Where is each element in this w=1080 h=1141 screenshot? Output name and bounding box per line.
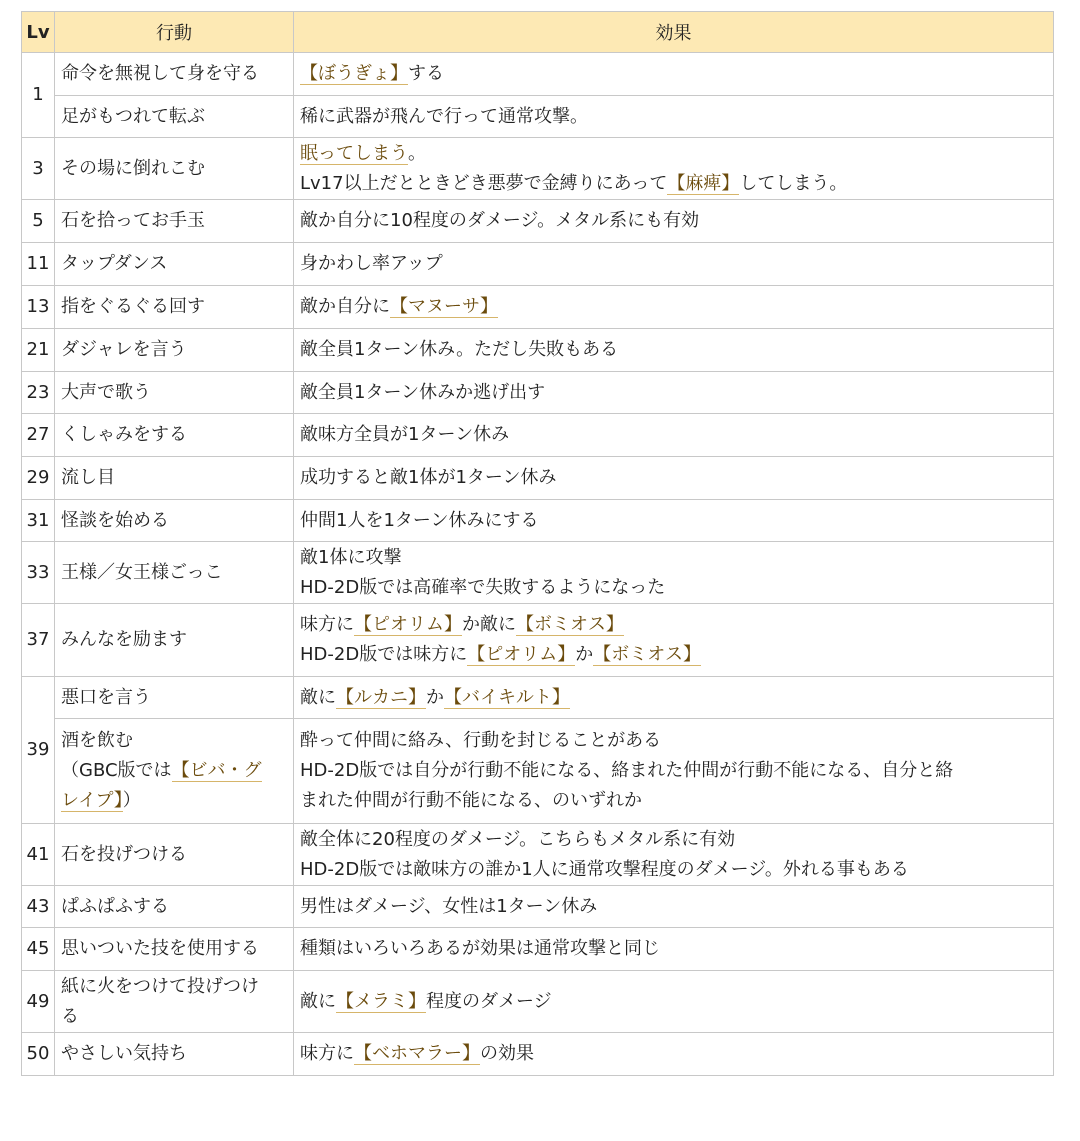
table-row	[22, 243, 1054, 286]
text-segment: 男性はダメージ、女性は1ターン休み	[300, 895, 598, 917]
effect-cell	[294, 604, 1054, 677]
cell-line	[300, 543, 1047, 573]
level-cell: 13	[22, 286, 55, 329]
table-row	[22, 457, 1054, 500]
text-segment: HD-2D版では自分が行動不能になる、絡まれた仲間が行動不能になる、自分と絡	[300, 760, 954, 781]
effect-cell	[294, 200, 1054, 243]
cell-line	[300, 206, 1047, 236]
cell-line	[300, 640, 1047, 670]
level-cell: 43	[22, 886, 55, 928]
level-cell: 41	[22, 824, 55, 886]
table-row	[22, 372, 1054, 414]
term-link[interactable]: 【ビバ・グ	[171, 760, 262, 781]
cell-line	[300, 892, 1047, 922]
term-link[interactable]: 【ピオリム】	[467, 644, 576, 665]
action-cell: ダジャレを言う	[55, 329, 294, 372]
level-cell: 27	[22, 414, 55, 457]
cell-line	[300, 139, 1047, 169]
cell-line	[300, 825, 1047, 855]
table-row	[22, 53, 1054, 96]
text-segment: 敵全体に20程度のダメージ。こちらもメタル系に有効	[300, 828, 736, 850]
cell-line	[61, 756, 287, 786]
table-row	[22, 928, 1054, 971]
text-segment: か	[575, 644, 594, 665]
cell-line	[300, 59, 1047, 89]
action-cell	[55, 719, 294, 824]
table-row	[22, 329, 1054, 372]
table-row	[22, 500, 1054, 542]
effect-cell	[294, 500, 1054, 542]
effect-cell	[294, 886, 1054, 928]
effect-cell	[294, 542, 1054, 604]
level-cell: 11	[22, 243, 55, 286]
term-link[interactable]: 【メラミ】	[336, 990, 426, 1012]
table-row	[22, 414, 1054, 457]
term-link[interactable]: 【マヌーサ】	[390, 296, 498, 317]
text-segment: 程度のダメージ	[426, 990, 552, 1012]
effect-cell	[294, 677, 1054, 719]
text-segment: 味方に	[300, 1043, 354, 1064]
effect-cell	[294, 971, 1054, 1033]
action-cell: 石を投げつける	[55, 824, 294, 886]
level-cell: 33	[22, 542, 55, 604]
effect-cell	[294, 372, 1054, 414]
table-row	[22, 719, 1054, 824]
cell-line	[61, 1002, 287, 1032]
effect-cell	[294, 928, 1054, 971]
term-link[interactable]: 【麻痺】	[667, 172, 740, 194]
action-cell: 流し目	[55, 457, 294, 500]
level-cell: 37	[22, 604, 55, 677]
effect-cell	[294, 414, 1054, 457]
header-effect: 効果	[294, 12, 1054, 53]
cell-line	[61, 972, 287, 1002]
level-cell: 49	[22, 971, 55, 1033]
table-row	[22, 200, 1054, 243]
text-segment: 敵全員1ターン休み。ただし失敗もある	[300, 339, 619, 360]
effect-cell	[294, 1033, 1054, 1076]
text-segment: 稀に武器が飛んで行って通常攻撃。	[300, 105, 588, 127]
effect-cell	[294, 96, 1054, 138]
text-segment: 敵全員1ターン休みか逃げ出す	[300, 381, 546, 403]
action-cell: その場に倒れこむ	[55, 138, 294, 200]
effect-cell	[294, 329, 1054, 372]
text-segment: 敵味方全員が1ターン休み	[300, 424, 510, 445]
cell-line	[300, 683, 1047, 713]
cell-line	[300, 249, 1047, 279]
level-cell: 39	[22, 677, 55, 824]
cell-line	[300, 335, 1047, 365]
cell-line	[300, 855, 1047, 885]
text-segment: 味方に	[300, 614, 354, 635]
header-lv: Lv	[22, 12, 55, 53]
text-segment: か	[426, 686, 444, 708]
level-cell: 31	[22, 500, 55, 542]
text-segment: 。	[408, 142, 426, 164]
text-segment: 敵に	[300, 990, 336, 1012]
effect-cell	[294, 53, 1054, 96]
text-segment: HD-2D版では味方に	[300, 644, 468, 665]
action-cell: 足がもつれて転ぶ	[55, 96, 294, 138]
action-cell: タップダンス	[55, 243, 294, 286]
cell-line	[300, 420, 1047, 450]
action-cell: 大声で歌う	[55, 372, 294, 414]
level-cell: 5	[22, 200, 55, 243]
text-segment: の効果	[480, 1043, 534, 1064]
text-segment: （GBC版では	[61, 760, 172, 781]
effect-cell	[294, 243, 1054, 286]
text-segment: してしまう。	[739, 172, 848, 194]
term-link[interactable]: レイプ】	[61, 790, 123, 811]
text-segment: 仲間1人を1ターン休みにする	[300, 509, 539, 531]
table-row	[22, 542, 1054, 604]
table-row	[22, 677, 1054, 719]
text-segment: 酔って仲間に絡み、行動を封じることがある	[300, 730, 662, 751]
text-segment: る	[61, 1005, 79, 1027]
term-link[interactable]: 眠ってしまう	[300, 142, 408, 164]
text-segment: HD-2D版では高確率で失敗するようになった	[300, 576, 666, 598]
text-segment: 敵か自分に10程度のダメージ。メタル系にも有効	[300, 210, 700, 231]
term-link[interactable]: 【ボミオス】	[516, 614, 624, 635]
term-link[interactable]: 【バイキルト】	[444, 686, 570, 708]
text-segment: ）	[122, 790, 141, 811]
text-segment: 酒を飲む	[61, 730, 133, 751]
cell-line	[300, 786, 1047, 816]
effect-cell	[294, 286, 1054, 329]
action-cell: ぱふぱふする	[55, 886, 294, 928]
cell-line	[300, 506, 1047, 536]
text-segment: 成功すると敵1体が1ターン休み	[300, 467, 557, 488]
table-row	[22, 604, 1054, 677]
table-row	[22, 286, 1054, 329]
text-segment: 種類はいろいろあるが効果は通常攻撃と同じ	[300, 938, 660, 959]
cell-line	[300, 463, 1047, 493]
cell-line	[300, 378, 1047, 408]
level-cell: 1	[22, 53, 55, 138]
cell-line	[300, 987, 1047, 1017]
level-cell: 21	[22, 329, 55, 372]
action-cell: 怪談を始める	[55, 500, 294, 542]
cell-line	[300, 934, 1047, 964]
action-cell: 悪口を言う	[55, 677, 294, 719]
cell-line	[300, 756, 1047, 786]
table-row	[22, 96, 1054, 138]
cell-line	[61, 786, 287, 816]
effect-cell	[294, 719, 1054, 824]
cell-line	[300, 292, 1047, 322]
text-segment: 身かわし率アップ	[300, 253, 443, 274]
term-link[interactable]: 【ぼうぎょ】	[300, 63, 408, 84]
text-segment: する	[408, 63, 444, 84]
action-cell	[55, 971, 294, 1033]
cell-line	[300, 573, 1047, 603]
text-segment: まれた仲間が行動不能になる、のいずれか	[300, 790, 642, 811]
text-segment: HD-2D版では敵味方の誰か1人に通常攻撃程度のダメージ。外れる事もある	[300, 858, 909, 880]
table-row	[22, 886, 1054, 928]
action-cell: やさしい気持ち	[55, 1033, 294, 1076]
header-action: 行動	[55, 12, 294, 53]
action-cell: 思いついた技を使用する	[55, 928, 294, 971]
cell-line	[300, 726, 1047, 756]
level-cell: 23	[22, 372, 55, 414]
table-row	[22, 1033, 1054, 1076]
cell-line	[300, 610, 1047, 640]
level-cell: 29	[22, 457, 55, 500]
term-link[interactable]: 【ピオリム】	[354, 614, 462, 635]
cell-line	[300, 1039, 1047, 1069]
text-segment: 敵1体に攻撃	[300, 546, 402, 568]
text-segment: 敵に	[300, 686, 336, 708]
effect-cell	[294, 457, 1054, 500]
term-link[interactable]: 【ボミオス】	[593, 644, 702, 665]
action-cell: 王様／女王様ごっこ	[55, 542, 294, 604]
table-row	[22, 138, 1054, 200]
action-cell: 命令を無視して身を守る	[55, 53, 294, 96]
level-cell: 45	[22, 928, 55, 971]
effect-cell	[294, 138, 1054, 200]
table-row	[22, 971, 1054, 1033]
action-cell: 石を拾ってお手玉	[55, 200, 294, 243]
header-row	[22, 12, 1054, 53]
level-cell: 50	[22, 1033, 55, 1076]
term-link[interactable]: 【ルカニ】	[336, 686, 426, 708]
term-link[interactable]: 【ベホマラー】	[354, 1043, 480, 1064]
level-cell: 3	[22, 138, 55, 200]
skill-table	[21, 11, 1054, 1076]
cell-line	[300, 102, 1047, 132]
text-segment: か敵に	[462, 614, 516, 635]
text-segment: 紙に火をつけて投げつけ	[61, 975, 259, 997]
text-segment: 敵か自分に	[300, 296, 390, 317]
table-row	[22, 824, 1054, 886]
action-cell: 指をぐるぐる回す	[55, 286, 294, 329]
cell-line	[61, 726, 287, 756]
action-cell: くしゃみをする	[55, 414, 294, 457]
cell-line	[300, 169, 1047, 199]
effect-cell	[294, 824, 1054, 886]
text-segment: Lv17以上だとときどき悪夢で金縛りにあって	[300, 172, 668, 194]
action-cell: みんなを励ます	[55, 604, 294, 677]
